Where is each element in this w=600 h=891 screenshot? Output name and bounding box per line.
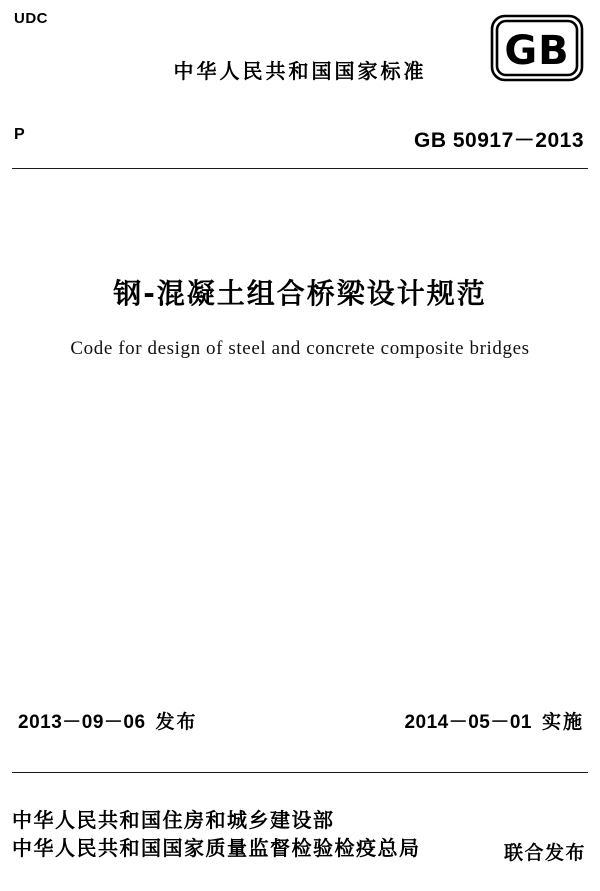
page-title: 钢-混凝土组合桥梁设计规范	[113, 277, 487, 310]
issuer-line-2: 中华人民共和国国家质量监督检验检疫总局	[12, 836, 421, 861]
category-mark: P	[14, 126, 25, 143]
issuer-block	[12, 806, 482, 863]
joint-issue-label: 联合发布	[503, 842, 586, 864]
standard-code: GB 50917－2013	[414, 129, 584, 152]
gb-logo-icon	[490, 14, 584, 82]
national-standard-title: 中华人民共和国国家标准	[173, 59, 427, 83]
issue-date-label: 发布	[155, 711, 198, 733]
effective-date: 2014－05－01	[404, 712, 532, 733]
udc-label: UDC	[14, 10, 48, 27]
issue-date: 2013－09－06	[18, 712, 146, 733]
issuer-line-1: 中华人民共和国住房和城乡建设部	[12, 808, 335, 832]
effective-date-label: 实施	[541, 711, 584, 733]
date-row	[12, 707, 588, 734]
issue-date-group	[12, 707, 198, 734]
page-subtitle-english: Code for design of steel and concrete composite bridges	[70, 338, 530, 359]
divider-bottom	[12, 772, 588, 773]
effective-date-group	[404, 707, 588, 734]
divider-top	[12, 168, 588, 169]
svg-text:GB: GB	[504, 28, 570, 74]
